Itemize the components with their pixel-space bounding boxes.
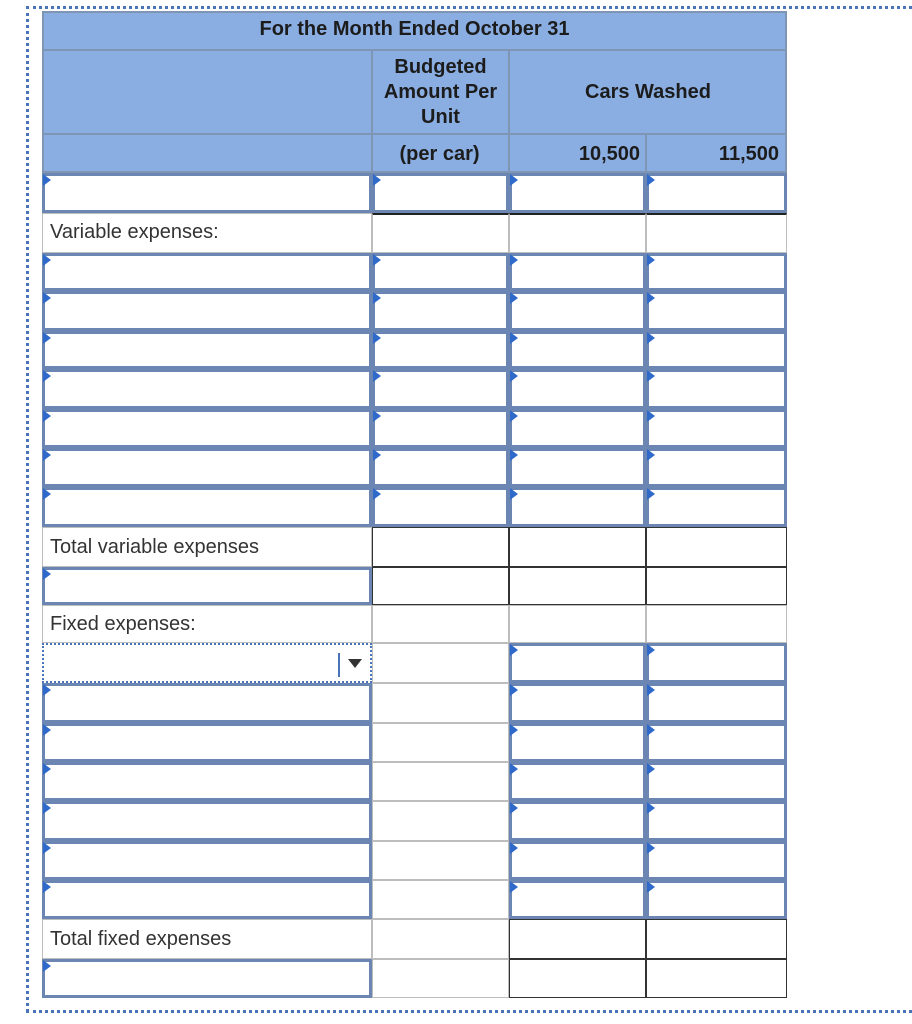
cars-10500-subheading: 10,500 bbox=[578, 143, 640, 165]
amount-input[interactable] bbox=[372, 331, 509, 369]
line-item-input[interactable] bbox=[42, 253, 372, 291]
variable-expenses-label: Variable expenses: bbox=[50, 221, 219, 243]
cars-11500-subheading: 11,500 bbox=[718, 143, 779, 165]
line-item-input[interactable] bbox=[42, 567, 372, 605]
amount-input[interactable] bbox=[646, 643, 787, 683]
chevron-down-icon[interactable] bbox=[348, 659, 362, 668]
amount-input[interactable] bbox=[509, 959, 646, 998]
empty-cell bbox=[372, 683, 509, 723]
amount-input[interactable] bbox=[646, 762, 787, 801]
amount-input[interactable] bbox=[509, 567, 646, 605]
empty-cell bbox=[646, 213, 787, 253]
empty-cell bbox=[372, 605, 509, 643]
empty-cell bbox=[372, 762, 509, 801]
empty-cell bbox=[646, 605, 787, 643]
line-item-input[interactable] bbox=[42, 291, 372, 331]
empty-cell bbox=[509, 605, 646, 643]
amount-input[interactable] bbox=[646, 880, 787, 919]
amount-input[interactable] bbox=[372, 487, 509, 527]
empty-cell bbox=[509, 213, 646, 253]
amount-input[interactable] bbox=[509, 683, 646, 723]
fixed-expense-dropdown[interactable] bbox=[42, 643, 372, 683]
line-item-input[interactable] bbox=[42, 369, 372, 409]
amount-input[interactable] bbox=[372, 448, 509, 487]
empty-cell bbox=[372, 919, 509, 959]
amount-input[interactable] bbox=[509, 291, 646, 331]
cars-washed-heading: Cars Washed bbox=[585, 81, 711, 103]
amount-input[interactable] bbox=[646, 567, 787, 605]
empty-cell bbox=[372, 880, 509, 919]
total-fixed-expenses-label: Total fixed expenses bbox=[50, 928, 232, 950]
line-item-input[interactable] bbox=[42, 880, 372, 919]
line-item-input[interactable] bbox=[42, 409, 372, 448]
empty-cell bbox=[372, 723, 509, 762]
line-item-input[interactable] bbox=[42, 173, 372, 213]
amount-input[interactable] bbox=[646, 173, 787, 213]
fixed-expenses-label: Fixed expenses: bbox=[50, 613, 196, 635]
amount-input[interactable] bbox=[372, 409, 509, 448]
amount-input[interactable] bbox=[509, 173, 646, 213]
total-variable-amount-input[interactable] bbox=[509, 527, 646, 567]
amount-input[interactable] bbox=[509, 409, 646, 448]
line-item-input[interactable] bbox=[42, 762, 372, 801]
amount-input[interactable] bbox=[646, 487, 787, 527]
amount-input[interactable] bbox=[646, 369, 787, 409]
line-item-input[interactable] bbox=[42, 487, 372, 527]
amount-input[interactable] bbox=[509, 643, 646, 683]
amount-input[interactable] bbox=[646, 723, 787, 762]
line-item-input[interactable] bbox=[42, 841, 372, 880]
amount-input[interactable] bbox=[372, 253, 509, 291]
empty-cell bbox=[372, 841, 509, 880]
amount-input[interactable] bbox=[509, 762, 646, 801]
focus-frame-left bbox=[26, 6, 29, 1012]
total-variable-amount-input[interactable] bbox=[646, 527, 787, 567]
amount-input[interactable] bbox=[509, 369, 646, 409]
amount-input[interactable] bbox=[646, 409, 787, 448]
amount-input[interactable] bbox=[509, 487, 646, 527]
amount-input[interactable] bbox=[372, 291, 509, 331]
page-title: For the Month Ended October 31 bbox=[259, 18, 570, 40]
amount-input[interactable] bbox=[646, 253, 787, 291]
amount-input[interactable] bbox=[646, 959, 787, 998]
focus-frame-top bbox=[26, 6, 912, 9]
total-variable-expenses-label: Total variable expenses bbox=[50, 536, 260, 558]
line-item-input[interactable] bbox=[42, 683, 372, 723]
amount-input[interactable] bbox=[646, 841, 787, 880]
empty-cell bbox=[372, 643, 509, 683]
amount-input[interactable] bbox=[509, 331, 646, 369]
amount-input[interactable] bbox=[372, 567, 509, 605]
amount-input[interactable] bbox=[372, 173, 509, 213]
amount-input[interactable] bbox=[509, 841, 646, 880]
amount-input[interactable] bbox=[509, 801, 646, 841]
amount-input[interactable] bbox=[646, 448, 787, 487]
amount-input[interactable] bbox=[646, 291, 787, 331]
line-item-input[interactable] bbox=[42, 448, 372, 487]
line-item-input[interactable] bbox=[42, 723, 372, 762]
empty-cell bbox=[372, 801, 509, 841]
amount-input[interactable] bbox=[509, 723, 646, 762]
amount-input[interactable] bbox=[646, 331, 787, 369]
line-item-input[interactable] bbox=[42, 331, 372, 369]
total-variable-amount-input[interactable] bbox=[372, 527, 509, 567]
line-item-input[interactable] bbox=[42, 959, 372, 998]
budgeted-amount-heading: Budgeted Amount Per Unit bbox=[383, 56, 498, 128]
amount-input[interactable] bbox=[646, 683, 787, 723]
amount-input[interactable] bbox=[509, 880, 646, 919]
amount-input[interactable] bbox=[509, 448, 646, 487]
empty-cell bbox=[372, 213, 509, 253]
empty-cell bbox=[372, 959, 509, 998]
amount-input[interactable] bbox=[646, 801, 787, 841]
line-item-input[interactable] bbox=[42, 801, 372, 841]
amount-input[interactable] bbox=[372, 369, 509, 409]
amount-input[interactable] bbox=[509, 253, 646, 291]
total-fixed-amount-input[interactable] bbox=[509, 919, 646, 959]
focus-frame-bottom bbox=[26, 1010, 912, 1013]
per-car-subheading: (per car) bbox=[399, 143, 480, 165]
total-fixed-amount-input[interactable] bbox=[646, 919, 787, 959]
dropdown-divider bbox=[338, 653, 340, 677]
